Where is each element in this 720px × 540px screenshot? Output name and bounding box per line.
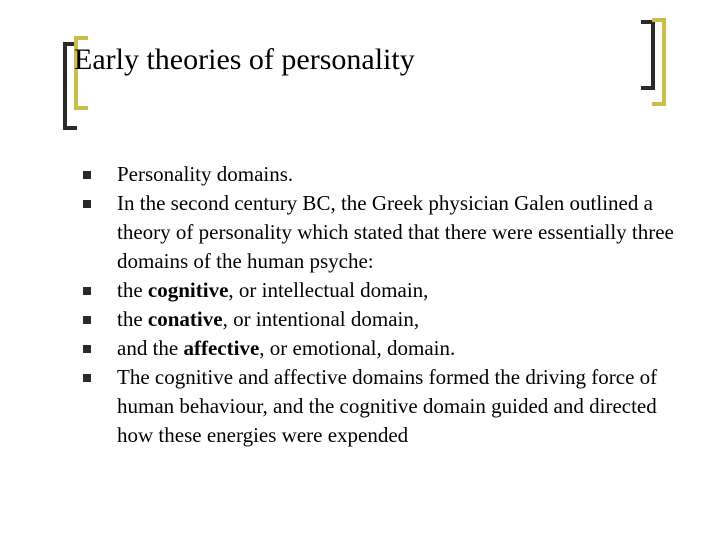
square-bullet-icon (83, 316, 91, 324)
bullet-text-post: , or intentional domain, (222, 307, 420, 331)
bullet-text-post: , or emotional, domain. (259, 336, 456, 360)
bullet-item (80, 305, 680, 334)
bullet-item (80, 276, 680, 305)
bullet-text-post: , or intellectual domain, (228, 278, 429, 302)
slide-title: Early theories of personality (74, 43, 415, 76)
bullet-text (117, 307, 419, 331)
bullet-text-pre: and the (117, 336, 184, 360)
bullet-text (117, 278, 428, 302)
square-bullet-icon (83, 345, 91, 353)
bullet-list (80, 160, 680, 450)
bullet-text-bold: affective (183, 336, 260, 360)
bullet-item (80, 334, 680, 363)
bullet-item (80, 363, 680, 450)
bullet-text: Personality domains. (117, 162, 294, 186)
square-bullet-icon (83, 374, 91, 382)
bullet-text: In the second century BC, the Greek physician Galen outlined a theory of personality which stated that there were essentially three domains of the human psyche: (117, 191, 674, 273)
bullet-item (80, 189, 680, 276)
bullet-text (117, 336, 455, 360)
bullet-text-pre: the (117, 278, 148, 302)
bullet-text-bold: cognitive (147, 278, 229, 302)
square-bullet-icon (83, 171, 91, 179)
bullet-text-bold: conative (147, 307, 223, 331)
square-bullet-icon (83, 200, 91, 208)
bullet-text-pre: the (117, 307, 148, 331)
square-bullet-icon (83, 287, 91, 295)
bullet-text: The cognitive and affective domains formed the driving force of human behaviour, and the cognitive domain guided and directed how these energies were expended (117, 365, 658, 447)
bullet-item (80, 160, 680, 189)
right-bracket-gold-decoration (652, 18, 666, 106)
